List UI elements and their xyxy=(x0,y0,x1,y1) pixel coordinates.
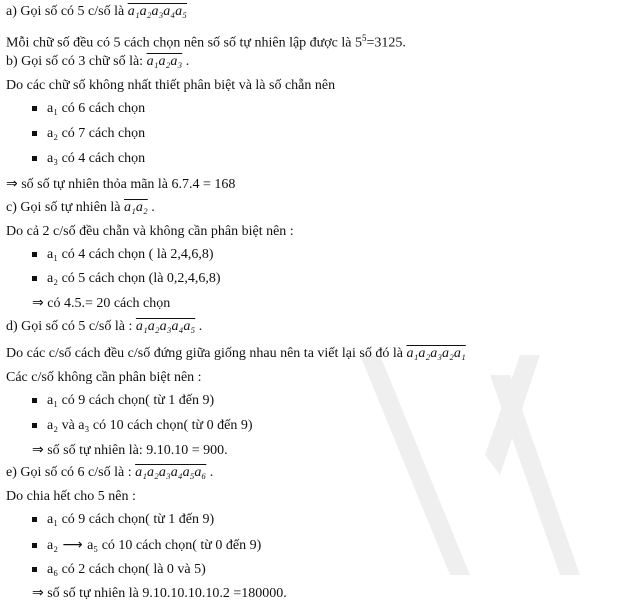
line-c-result xyxy=(32,295,170,312)
bullet-square-icon xyxy=(32,131,37,136)
line-d-text: d) Gọi số có 5 c/số là : xyxy=(6,319,136,334)
bullet-b2 xyxy=(32,126,145,142)
bullet-e1-text: a₁ có 9 cách chọn( từ 1 đến 9) xyxy=(47,512,215,527)
bullet-c1-text: a₁ có 4 cách chọn ( là 2,4,6,8) xyxy=(47,247,214,262)
bullet-c1 xyxy=(32,247,214,263)
line-d xyxy=(6,319,202,335)
line-c-reason: Do cả 2 c/số đều chẵn và không cần phân biệt nên : xyxy=(6,224,294,239)
line-b-result xyxy=(6,176,235,193)
math-number-a: a₁a₂a₃a₄a₅ xyxy=(127,4,188,19)
math-number-b: a₁a₂a₃ xyxy=(146,54,183,69)
bullet-b1 xyxy=(32,101,145,117)
bullet-square-icon xyxy=(32,252,37,257)
line-a-result-end: =3125. xyxy=(366,35,406,51)
long-arrow-icon: ⟶ xyxy=(58,537,88,553)
line-a-result xyxy=(6,30,406,52)
line-c-result-text: có 4.5.= 20 cách chọn xyxy=(43,296,171,311)
line-b xyxy=(6,54,189,70)
line-c-end: . xyxy=(147,200,155,215)
bullet-c2 xyxy=(32,271,221,287)
line-a xyxy=(6,4,187,20)
bullet-b3-text: a₃ có 4 cách chọn xyxy=(47,151,146,166)
bullet-square-icon xyxy=(32,567,37,572)
bullet-e2 xyxy=(32,537,261,554)
line-e-result xyxy=(32,585,287,602)
line-e-result-text: số số tự nhiên là 9.10.10.10.10.2 =180000. xyxy=(43,586,287,601)
line-e-end: . xyxy=(206,465,214,480)
line-d-end: . xyxy=(195,319,203,334)
line-b-reason: Do các chữ số không nhất thiết phân biệt và là số chẵn nên xyxy=(6,78,336,93)
line-e-text: e) Gọi số có 6 c/số là : xyxy=(6,465,136,480)
exponent: 5 xyxy=(361,33,367,43)
line-b-text: b) Gọi số có 3 chữ số là: xyxy=(6,54,147,69)
bullet-e2-text: a₅ có 10 cách chọn( từ 0 đến 9) xyxy=(87,538,262,553)
math-number-c: a₁a₂ xyxy=(124,200,148,215)
bullet-b3 xyxy=(32,151,145,167)
bullet-square-icon xyxy=(32,156,37,161)
line-e-reason: Do chia hết cho 5 nên : xyxy=(6,489,136,504)
bullet-square-icon xyxy=(32,106,37,111)
line-d-note: Các c/số không cần phân biệt nên : xyxy=(6,370,202,385)
bullet-square-icon xyxy=(32,517,37,522)
bullet-square-icon xyxy=(32,423,37,428)
line-c-text: c) Gọi số tự nhiên là xyxy=(6,200,125,215)
bullet-d1 xyxy=(32,393,214,409)
line-d-reason-text: Do các c/số cách đều c/số đứng giữa giống nhau nên ta viết lại số đó là xyxy=(6,346,407,361)
line-b-result-text: số số tự nhiên thỏa mãn là 6.7.4 = 168 xyxy=(17,177,236,192)
bullet-d2 xyxy=(32,418,253,434)
line-b-end: . xyxy=(182,54,190,69)
bullet-d2-text: a₂ và a₃ có 10 cách chọn( từ 0 đến 9) xyxy=(47,418,253,433)
bullet-square-icon xyxy=(32,543,37,548)
implies-icon: ⇒ xyxy=(32,585,44,601)
line-d-result-text: số số tự nhiên là: 9.10.10 = 900. xyxy=(43,443,228,458)
bullet-e1 xyxy=(32,512,214,528)
bullet-square-icon xyxy=(32,276,37,281)
implies-icon: ⇒ xyxy=(32,295,44,311)
line-a-text: a) Gọi số có 5 c/số là xyxy=(6,4,128,19)
line-d-result xyxy=(32,442,228,459)
math-number-e: a₁a₂a₃a₄a₅a₆ xyxy=(135,465,207,480)
bullet-square-icon xyxy=(32,398,37,403)
bullet-e3 xyxy=(32,562,206,578)
bullet-e2-start: a₂ xyxy=(47,538,59,553)
implies-icon: ⇒ xyxy=(32,442,44,458)
watermark-logo xyxy=(340,335,600,595)
implies-icon: ⇒ xyxy=(6,176,18,192)
math-number-d-rewritten: a₁a₂a₃a₂a₁ xyxy=(406,346,466,361)
line-a-result-text: Mỗi chữ số đều có 5 cách chọn nên số số tự nhiên lập được là 5 xyxy=(6,35,362,51)
bullet-b1-text: a₁ có 6 cách chọn xyxy=(47,101,146,116)
bullet-b2-text: a₂ có 7 cách chọn xyxy=(47,126,146,141)
bullet-e3-text: a₆ có 2 cách chọn( là 0 và 5) xyxy=(47,562,206,577)
bullet-c2-text: a₂ có 5 cách chọn (là 0,2,4,6,8) xyxy=(47,271,221,286)
bullet-d1-text: a₁ có 9 cách chọn( từ 1 đến 9) xyxy=(47,393,215,408)
line-e xyxy=(6,465,213,481)
line-c xyxy=(6,200,155,216)
math-number-d: a₁a₂a₃a₄a₅ xyxy=(135,319,196,334)
